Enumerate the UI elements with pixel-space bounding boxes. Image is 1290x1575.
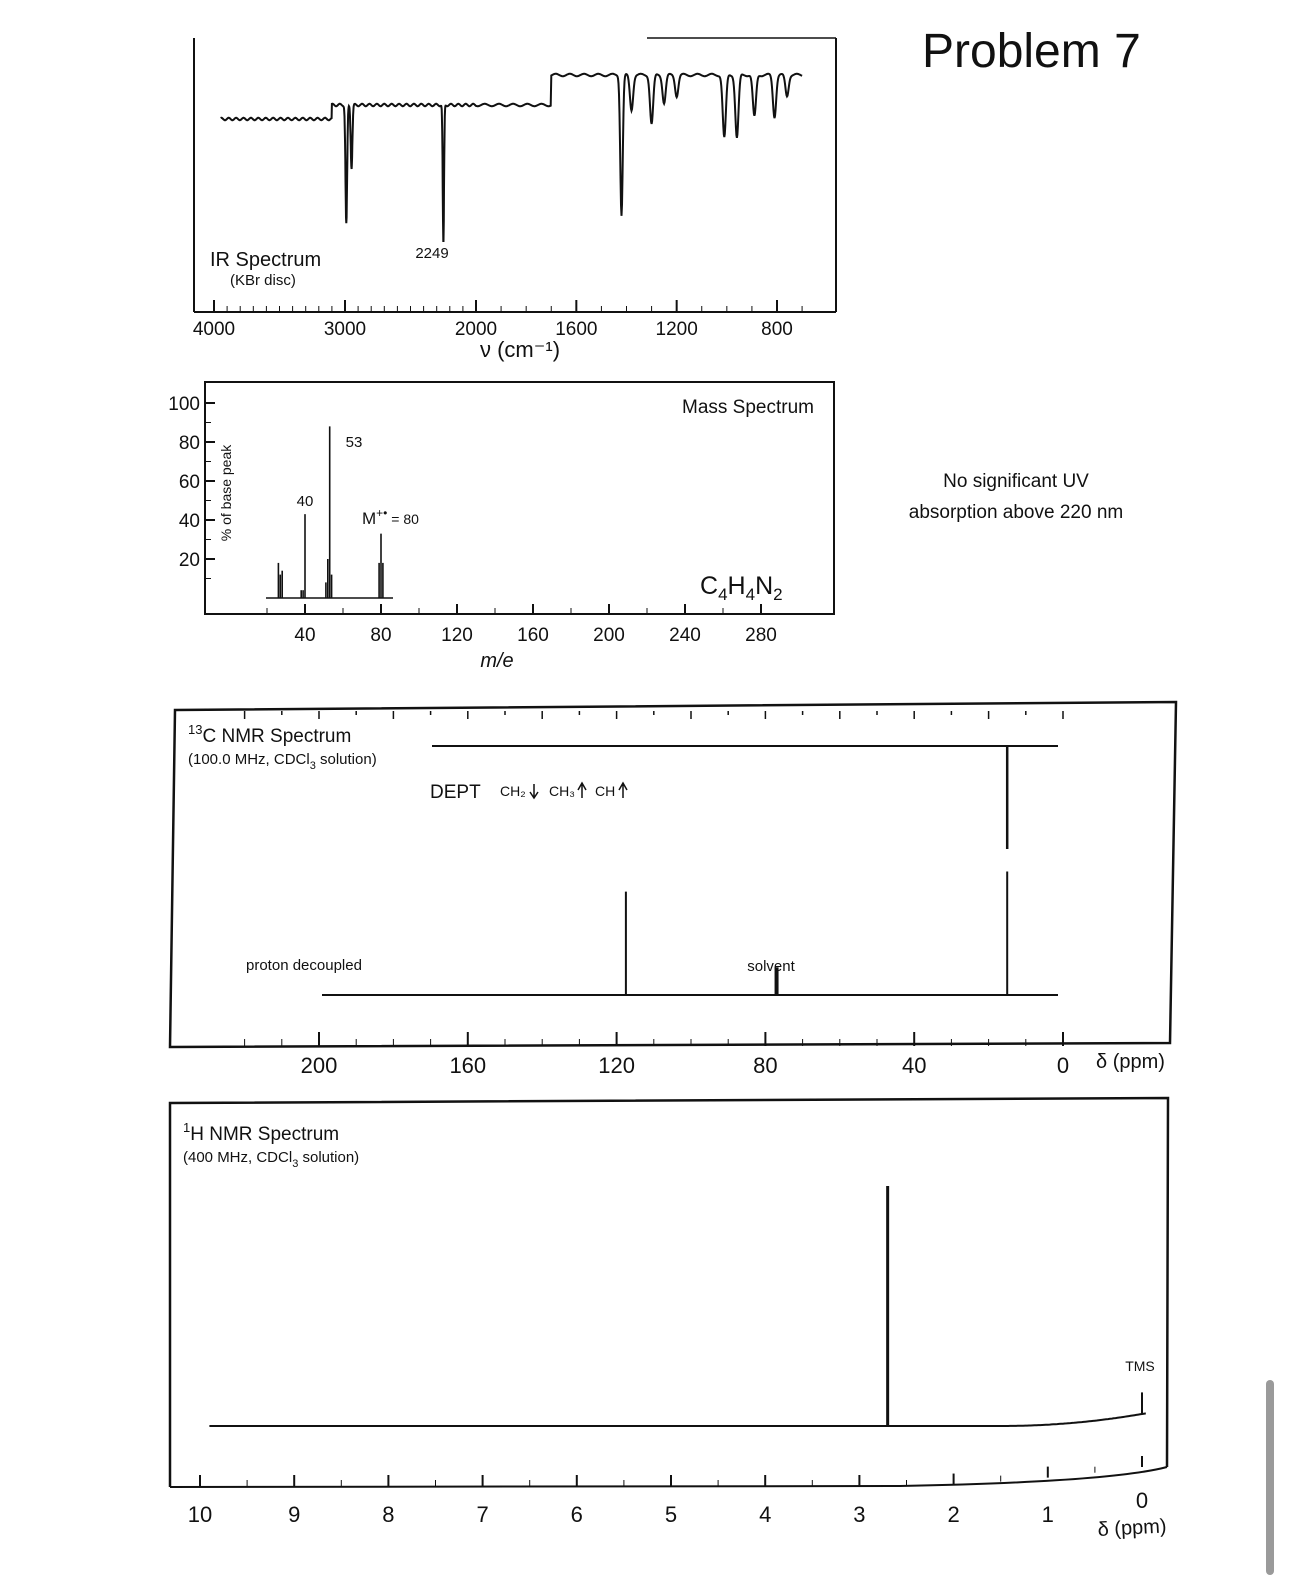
ir-x-tick-label: 1600 (555, 319, 598, 340)
ms-y-tick-label: 60 (178, 472, 200, 493)
h1-x-tick-label: 9 (288, 1502, 301, 1527)
ms-x-ticks (267, 604, 777, 646)
h1-subtitle: (400 MHz, CDCl$_3$ solution) (183, 1149, 360, 1170)
h1-baseline (209, 1413, 1145, 1426)
ms-x-label: m/e (480, 650, 514, 672)
c13-x-tick-label: 200 (300, 1053, 338, 1078)
c13-x-tick-label: 160 (449, 1053, 487, 1078)
ms-y-tick-label: 20 (178, 550, 200, 571)
c13-x-ticks (245, 1032, 1070, 1078)
uv-note-line-1: No significant UV (943, 471, 1089, 492)
ms-x-tick-label: 200 (593, 625, 625, 646)
c13-x-tick-label: 40 (901, 1053, 927, 1078)
h1-x-label: δ (ppm) (1097, 1515, 1168, 1541)
ms-title: Mass Spectrum (682, 397, 814, 418)
h1-x-tick-label: 8 (382, 1502, 395, 1527)
c13-dept-label: DEPT (430, 782, 481, 803)
ir-x-tick-label: 1200 (655, 319, 698, 340)
c13-subtitle: (100.0 MHz, CDCl$_3$ solution) (188, 751, 377, 772)
ms-y-tick-label: 80 (178, 433, 200, 454)
ms-peak-label-53: 53 (345, 434, 363, 451)
arrow-down-icon (530, 784, 538, 798)
arrow-up-icon (578, 783, 586, 798)
ms-x-tick-label: 80 (370, 625, 392, 646)
c13-top-ticks (245, 711, 1063, 719)
ir-x-tick-label: 4000 (192, 319, 236, 340)
arrow-up-icon (619, 783, 627, 798)
c13-x-label: δ (ppm) (1096, 1051, 1165, 1073)
ir-x-tick-label: 3000 (323, 319, 367, 340)
c13-x-tick-label: 120 (598, 1053, 635, 1078)
c13-dept-ch: CH (595, 783, 616, 799)
ms-x-tick-label: 40 (294, 625, 316, 646)
ir-subtitle: (KBr disc) (230, 272, 296, 289)
uv-note (896, 466, 1136, 528)
h1-x-tick-label: 6 (570, 1502, 583, 1527)
ir-title: IR Spectrum (210, 249, 322, 271)
h1-tms-label: TMS (1125, 1358, 1155, 1374)
ms-chart (168, 382, 834, 672)
ms-peak-label-40: 40 (296, 493, 314, 510)
h1-x-axis (170, 1467, 1167, 1487)
ms-y-tick-label: 100 (168, 394, 200, 415)
h1-x-tick-label: 2 (947, 1502, 960, 1527)
c13-chart (170, 702, 1176, 1078)
ms-y-ticks (168, 394, 215, 579)
h1-chart (170, 1098, 1168, 1541)
ir-trace (221, 74, 803, 241)
ms-y-tick-label: 40 (178, 511, 200, 532)
h1-x-tick-label: 5 (664, 1502, 678, 1527)
h1-x-tick-label: 1 (1041, 1502, 1054, 1527)
ir-peak-label-2249: 2249 (415, 245, 449, 262)
ir-ticks (193, 300, 802, 340)
ms-formula: $C_4H_4N_2$ (700, 572, 783, 604)
h1-x-tick-label: 0 (1135, 1488, 1149, 1513)
c13-dept-ch2: CH₂ (500, 783, 526, 799)
ms-x-tick-label: 120 (441, 625, 473, 646)
ms-y-label: % of base peak (218, 444, 234, 542)
h1-x-tick-label: 7 (476, 1502, 489, 1527)
c13-title: $^{13}$C NMR Spectrum (188, 722, 352, 747)
c13-dept-ch3: CH₃ (549, 783, 575, 799)
ir-x-label: ν (cm⁻¹) (479, 337, 561, 362)
h1-title: $^1$H NMR Spectrum (183, 1120, 340, 1145)
c13-solvent-label: solvent (747, 958, 795, 975)
vertical-scrollbar[interactable] (1266, 1380, 1274, 1575)
problem-title: Problem 7 (922, 25, 1141, 78)
ms-molecular-ion-label: M+• $_{= 80}$ (362, 506, 419, 528)
ir-x-tick-label: 2000 (454, 319, 498, 340)
h1-x-tick-label: 3 (853, 1502, 866, 1527)
uv-note-line-2: absorption above 220 nm (908, 502, 1124, 523)
h1-x-tick-label: 4 (759, 1502, 772, 1527)
ms-x-tick-label: 160 (517, 625, 549, 646)
h1-peaks (888, 1186, 1142, 1426)
ms-x-tick-label: 280 (745, 625, 777, 646)
h1-x-ticks (188, 1456, 1148, 1527)
c13-proton-decoupled-label: proton decoupled (246, 957, 362, 974)
c13-x-tick-label: 0 (1056, 1053, 1070, 1078)
h1-x-tick-label: 10 (187, 1502, 213, 1527)
ir-x-tick-label: 800 (761, 319, 793, 340)
c13-decoupled-peaks (626, 872, 1007, 995)
ir-chart (193, 38, 836, 362)
c13-x-tick-label: 80 (753, 1053, 778, 1078)
ms-x-tick-label: 240 (669, 625, 701, 646)
